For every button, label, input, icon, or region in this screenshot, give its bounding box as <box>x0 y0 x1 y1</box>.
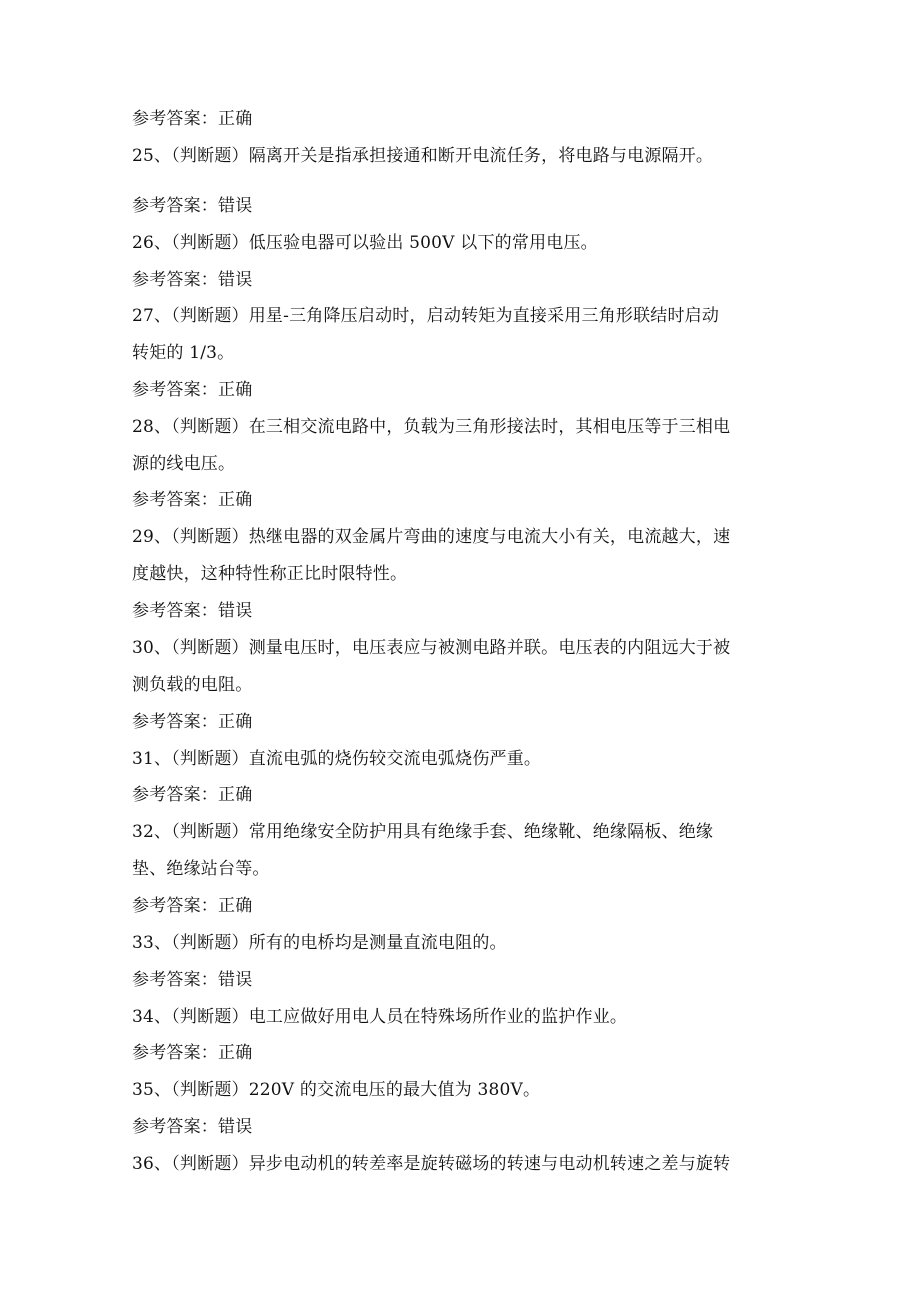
question-line: 33、（判断题）所有的电桥均是测量直流电阻的。 <box>132 933 507 953</box>
question-line: 31、（判断题）直流电弧的烧伤较交流电弧烧伤严重。 <box>132 749 542 769</box>
question-line-continued: 源的线电压。 <box>132 454 236 474</box>
question-line: 35、（判断题）220V 的交流电压的最大值为 380V。 <box>132 1080 541 1100</box>
question-line: 34、（判断题）电工应做好用电人员在特殊场所作业的监护作业。 <box>132 1007 628 1027</box>
answer-line: 参考答案：错误 <box>132 270 253 290</box>
question-line-continued: 测负载的电阻。 <box>132 675 253 695</box>
answer-line: 参考答案：正确 <box>132 896 253 916</box>
question-line-continued: 垫、绝缘站台等。 <box>132 859 270 879</box>
question-line: 29、（判断题）热继电器的双金属片弯曲的速度与电流大小有关，电流越大，速 <box>132 527 731 547</box>
answer-line: 参考答案：正确 <box>132 380 253 400</box>
question-line: 30、（判断题）测量电压时，电压表应与被测电路并联。电压表的内阻远大于被 <box>132 638 731 658</box>
question-line: 32、（判断题）常用绝缘安全防护用具有绝缘手套、绝缘靴、绝缘隔板、绝缘 <box>132 822 714 842</box>
answer-line: 参考答案：正确 <box>132 785 253 805</box>
question-line: 28、（判断题）在三相交流电路中，负载为三角形接法时，其相电压等于三相电 <box>132 417 731 437</box>
answer-line: 参考答案：错误 <box>132 970 253 990</box>
answer-line: 参考答案：错误 <box>132 196 253 216</box>
question-line: 27、（判断题）用星-三角降压启动时，启动转矩为直接采用三角形联结时启动 <box>132 306 720 326</box>
question-line-continued: 转矩的 1/3。 <box>132 343 235 363</box>
answer-line: 参考答案：错误 <box>132 601 253 621</box>
question-line: 26、（判断题）低压验电器可以验出 500V 以下的常用电压。 <box>132 233 598 253</box>
question-line-continued: 度越快，这种特性称正比时限特性。 <box>132 564 408 584</box>
answer-line: 参考答案：错误 <box>132 1117 253 1137</box>
question-line: 25、（判断题）隔离开关是指承担接通和断开电流任务，将电路与电源隔开。 <box>132 146 714 166</box>
answer-line: 参考答案：正确 <box>132 712 253 732</box>
question-line: 36、（判断题）异步电动机的转差率是旋转磁场的转速与电动机转速之差与旋转 <box>132 1154 731 1174</box>
answer-line: 参考答案：正确 <box>132 109 253 129</box>
answer-line: 参考答案：正确 <box>132 490 253 510</box>
answer-line: 参考答案：正确 <box>132 1043 253 1063</box>
